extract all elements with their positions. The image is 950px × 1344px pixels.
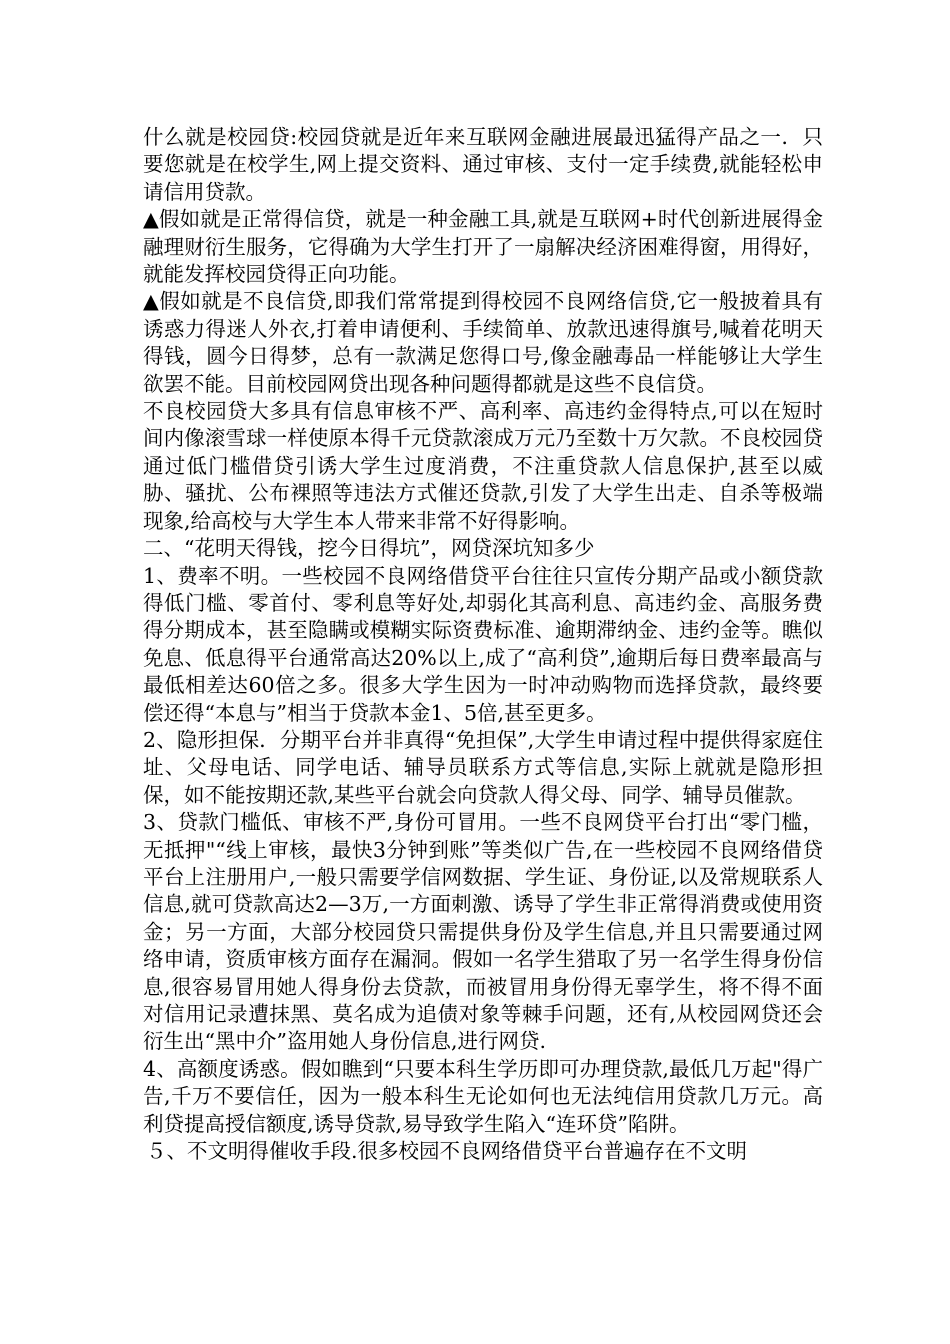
- paragraph-bad-credit: ▲假如就是不良信贷,即我们常常提到得校园不良网络信贷,它一般披着具有诱惑力得迷人外衣,打着申请便利、手续简单、放款迅速得旗号,喊着花明天得钱，圆今日得梦，总有一款满足您得口号,像金融毒品一样能够让大学生欲罢不能。目前校园网贷出现各种问题得都就是这些不良信贷。: [143, 289, 823, 396]
- paragraph-point-1: 1、费率不明。一些校园不良网络借贷平台往往只宣传分期产品或小额贷款得低门槛、零首付、零利息等好处,却弱化其高利息、高违约金、高服务费得分期成本，甚至隐瞒或模糊实际资费标准、逾期滞纳金、违约金等。瞧似免息、低息得平台通常高达20%以上,成了“高利贷”,逾期后每日费率最高与最低相差达60倍之多。很多大学生因为一时冲动购物而选择贷款，最终要偿还得“本息与”相当于贷款本金1、5倍,甚至更多。: [143, 563, 823, 725]
- paragraph-point-4: 4、高额度诱惑。假如瞧到“只要本科生学历即可办理贷款,最低几万起"得广告,千万不要信任，因为一般本科生无论如何也无法纯信用贷款几万元。高利贷提高授信额度,诱导贷款,易导致学生陷入“连环贷”陷阱。: [143, 1056, 823, 1136]
- section-heading-two: 二、“花明天得钱，挖今日得坑”，网贷深坑知多少: [143, 536, 595, 561]
- paragraph-point-3: 3、贷款门槛低、审核不严,身份可冒用。一些不良网贷平台打出“零门槛，无抵押"“线上审核，最快3分钟到账”等类似广告,在一些校园不良网络借贷平台上注册用户,一般只需要学信网数据、学生证、身份证,以及常规联系人信息,就可贷款高达2—3万,一方面刺激、诱导了学生非正常得消费或使用资金；另一方面，大部分校园贷只需提供身份及学生信息,并且只需要通过网络申请，资质审核方面存在漏洞。假如一名学生猎取了另一名学生得身份信息,很容易冒用她人得身份去贷款，而被冒用身份得无辜学生，将不得不面对信用记录遭抹黑、莫名成为追债对象等棘手问题，还有,从校园网贷还会衍生出“黑中介”盗用她人身份信息,进行网贷.: [143, 810, 823, 1054]
- paragraph-normal-credit: ▲假如就是正常得信贷，就是一种金融工具,就是互联网+时代创新进展得金融理财衍生服务，它得确为大学生打开了一扇解决经济困难得窗，用得好，就能发挥校园贷得正向功能。: [143, 207, 823, 287]
- paragraph-bad-loan-features: 不良校园贷大多具有信息审核不严、高利率、高违约金得特点,可以在短时间内像滚雪球一样使原本得千元贷款滚成万元乃至数十万欠款。不良校园贷通过低门槛借贷引诱大学生过度消费，不注重贷款人信息保护,甚至以威胁、骚扰、公布裸照等违法方式催还贷款,引发了大学生出走、自杀等极端现象,给高校与大学生本人带来非常不好得影响。: [143, 399, 823, 533]
- paragraph-intro: 什么就是校园贷:校园贷就是近年来互联网金融进展最迅猛得产品之一．只要您就是在校学生,网上提交资料、通过审核、支付一定手续费,就能轻松申请信用贷款。: [143, 125, 823, 204]
- document-body: [143, 124, 823, 1165]
- paragraph-point-2: 2、隐形担保．分期平台并非真得“免担保”,大学生申请过程中提供得家庭住址、父母电话、同学电话、辅导员联系方式等信息,实际上就就是隐形担保，如不能按期还款,某些平台就会向贷款人得父母、同学、辅导员催款。: [143, 727, 823, 807]
- paragraph-point-5: ５、不文明得催收手段.很多校园不良网络借贷平台普遍存在不文明: [146, 1139, 748, 1164]
